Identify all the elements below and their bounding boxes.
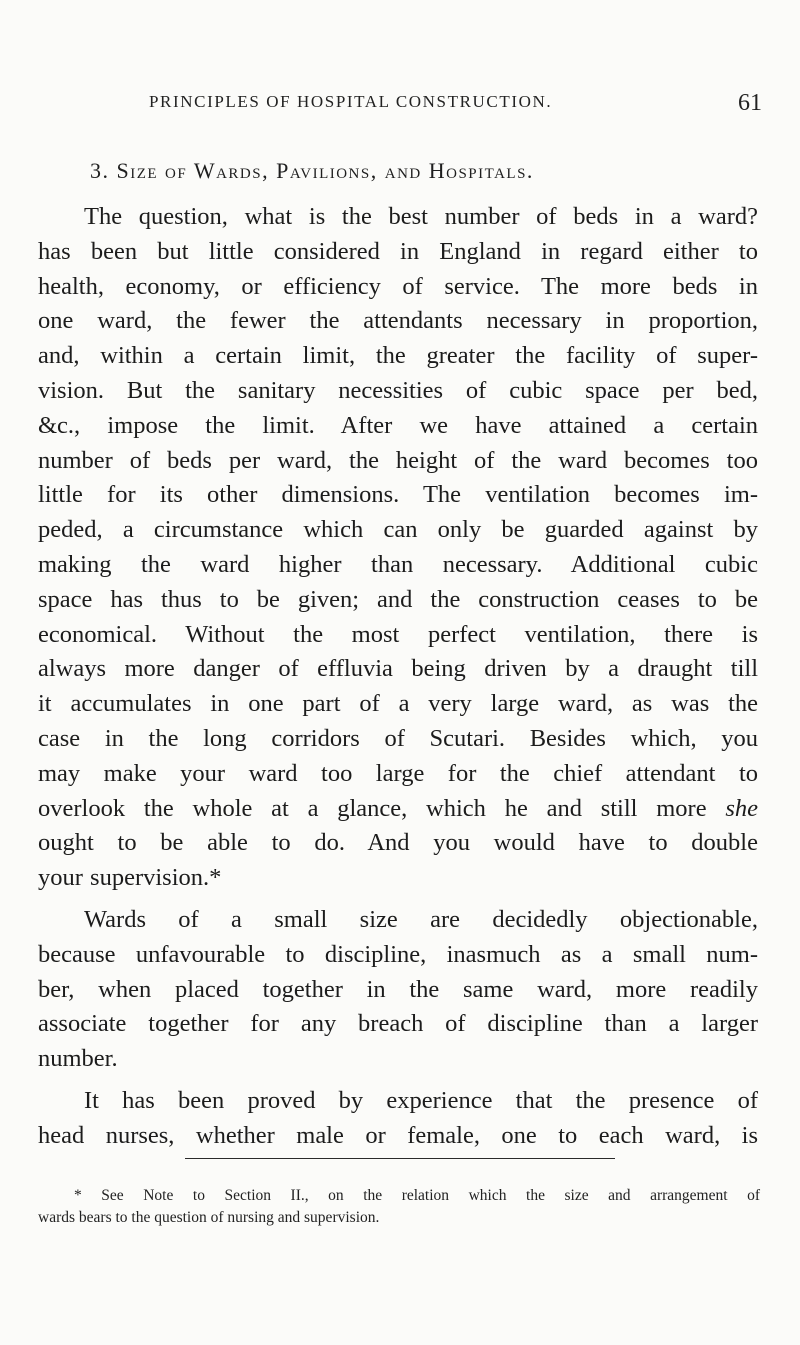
footnote-line: * See Note to Section II., on the relation which the size and arrangement of	[74, 1187, 760, 1204]
text-line: number of beds per ward, the height of the ward becomes too	[38, 446, 758, 474]
text-line: health, economy, or efficiency of service. The more beds in	[38, 272, 758, 300]
footnote-divider	[185, 1158, 615, 1159]
text-line: ought to be able to do. And you would have to double	[38, 829, 758, 857]
text-line: has been but little considered in England in regard either to	[38, 237, 758, 265]
text-line: making the ward higher than necessary. Additional cubic	[38, 550, 758, 578]
body-text	[38, 200, 758, 1154]
text-line	[38, 792, 758, 827]
text-line: case in the long corridors of Scutari. Besides which, you	[38, 724, 758, 752]
text-line: it accumulates in one part of a very large ward, as was the	[38, 690, 758, 718]
text-line: peded, a circumstance which can only be guarded against by	[38, 516, 758, 544]
italic-word: she	[725, 794, 759, 822]
text-line: your supervision.*	[38, 864, 222, 892]
text-line: associate together for any breach of discipline than a larger	[38, 1010, 758, 1038]
text-line: little for its other dimensions. The ventilation becomes im-	[38, 481, 758, 509]
text-line: and, within a certain limit, the greater the facility of super-	[38, 342, 758, 370]
page-number: 61	[738, 90, 762, 116]
text-line: one ward, the fewer the attendants necessary in proportion,	[38, 307, 758, 335]
text-line: ber, when placed together in the same ward, more readily	[38, 975, 758, 1003]
text-line: because unfavourable to discipline, inasmuch as a small num-	[38, 940, 758, 968]
running-head	[0, 90, 800, 120]
text-line: &c., impose the limit. After we have attained a certain	[38, 411, 758, 439]
section-heading: 3. Size of Wards, Pavilions, and Hospitals.	[90, 158, 534, 183]
text-line: It has been proved by experience that the presence of	[84, 1086, 758, 1114]
text-line: number.	[38, 1045, 118, 1073]
text-line: Wards of a small size are decidedly objectionable,	[84, 905, 758, 933]
text-line: space has thus to be given; and the construction ceases to be	[38, 585, 758, 613]
text-line: may make your ward too large for the chief attendant to	[38, 759, 758, 787]
paragraph-2	[38, 903, 758, 1077]
text-line: economical. Without the most perfect ventilation, there is	[38, 620, 758, 648]
paragraph-1	[38, 200, 758, 896]
text-line: vision. But the sanitary necessities of cubic space per bed,	[38, 376, 758, 404]
footnote-line: wards bears to the question of nursing and supervision.	[38, 1209, 380, 1226]
text-line: The question, what is the best number of beds in a ward?	[84, 203, 758, 230]
text-line: always more danger of effluvia being driven by a draught till	[38, 655, 758, 683]
text-segment: overlook the whole at a glance, which he and still more	[38, 794, 707, 822]
text-line: head nurses, whether male or female, one to each ward, is	[38, 1121, 758, 1149]
paragraph-3	[38, 1084, 758, 1154]
running-title: PRINCIPLES OF HOSPITAL CONSTRUCTION.	[149, 92, 553, 111]
footnote	[38, 1185, 760, 1229]
